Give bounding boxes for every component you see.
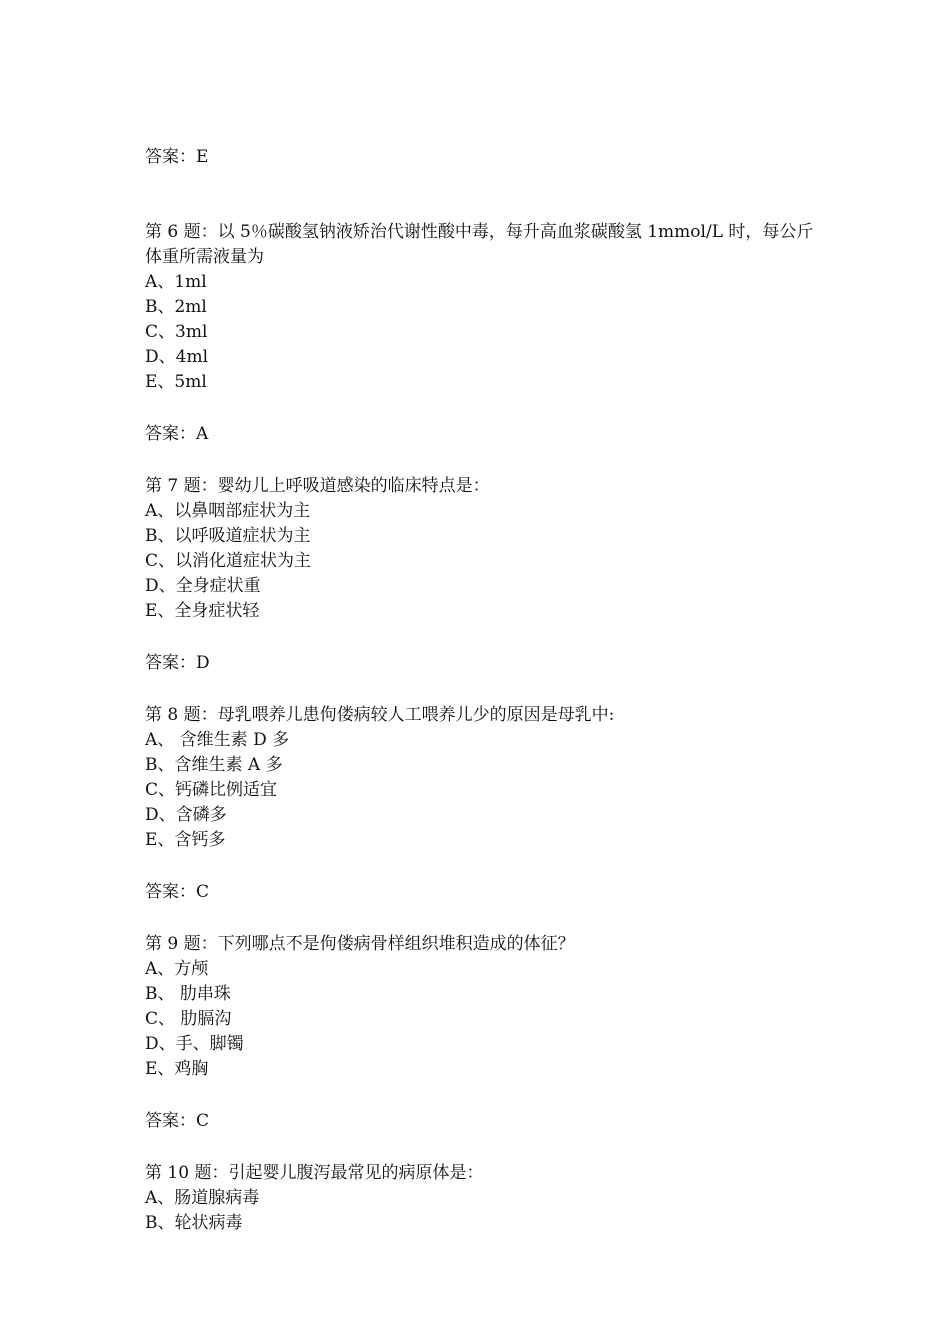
option-c: C、钙磷比例适宜 [145,780,278,800]
question-7 [145,474,815,676]
option-b: B、 肋串珠 [145,984,231,1004]
option-a: A、 含维生素 D 多 [145,730,290,750]
answer-q8: 答案：C [145,882,210,902]
option-e: E、全身症状轻 [145,601,260,621]
option-c: C、 肋膈沟 [145,1009,232,1029]
option-d: D、全身症状重 [145,576,261,596]
question-text: 第 6 题：以 5％碳酸氢钠液矫治代谢性酸中毒，每升高血浆碳酸氢 1mmol/L 时，每公斤体重所需液量为 [145,222,814,267]
option-a: A、以鼻咽部症状为主 [145,501,311,521]
option-d: D、含磷多 [145,805,227,825]
question-6 [145,220,815,447]
answer-q9: 答案：C [145,1111,210,1131]
option-d: D、手、脚镯 [145,1034,244,1054]
question-text: 第 10 题：引起婴儿腹泻最常见的病原体是： [145,1163,484,1183]
option-a: A、方颅 [145,959,209,979]
option-b: B、以呼吸道症状为主 [145,526,311,546]
option-e: E、鸡胸 [145,1059,209,1079]
option-d: D、4ml [145,347,209,367]
question-text: 第 8 题：母乳喂养儿患佝偻病较人工喂养儿少的原因是母乳中: [145,705,615,725]
option-b: B、轮状病毒 [145,1213,243,1233]
document-page [145,145,815,1236]
option-e: E、含钙多 [145,830,226,850]
option-b: B、含维生素 A 多 [145,755,283,775]
answer-q5: 答案：E [145,147,209,167]
option-e: E、5ml [145,372,207,392]
question-8 [145,703,815,905]
question-text: 第 9 题：下列哪点不是佝偻病骨样组织堆积造成的体征？ [145,934,575,954]
option-c: C、3ml [145,322,208,342]
answer-q6: 答案：A [145,424,209,444]
option-a: A、肠道腺病毒 [145,1188,260,1208]
question-text: 第 7 题：婴幼儿上呼吸道感染的临床特点是： [145,476,490,496]
option-b: B、2ml [145,297,207,317]
option-c: C、以消化道症状为主 [145,551,312,571]
answer-q7: 答案：D [145,653,210,673]
question-9 [145,932,815,1134]
question-10 [145,1161,815,1236]
option-a: A、1ml [145,272,207,292]
